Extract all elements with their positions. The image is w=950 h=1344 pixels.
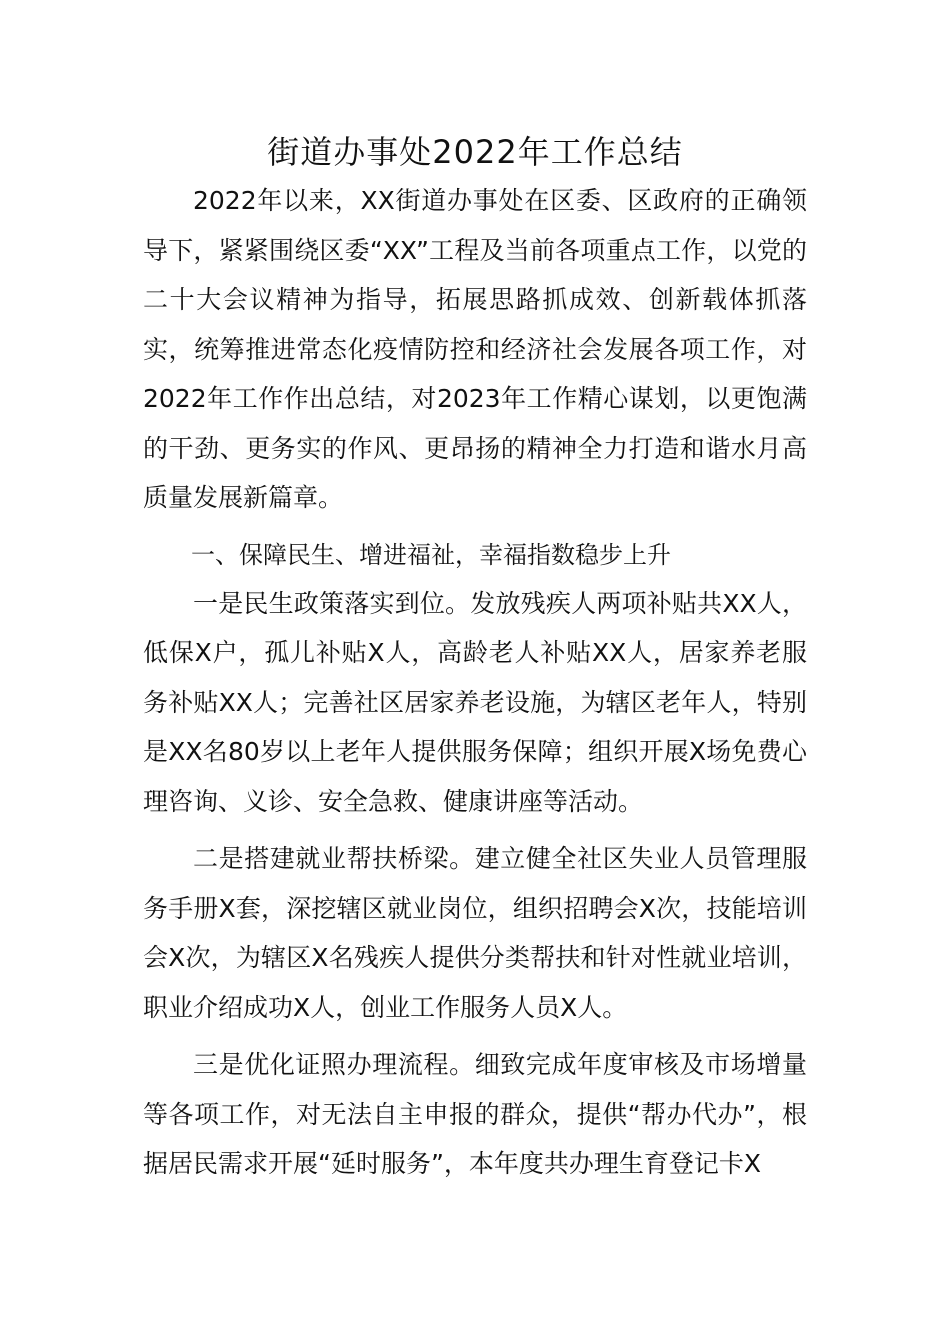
paragraph-employment-support: 二是搭建就业帮扶桥梁。建立健全社区失业人员管理服务手册X套，深挖辖区就业岗位，组织招聘会X次，技能培训会X次，为辖区X名残疾人提供分类帮扶和针对性就业培训，职业介绍成功X人，创业工作服务人员X人。 xyxy=(143,844,807,1022)
intro-paragraph: 2022年以来，XX街道办事处在区委、区政府的正确领导下，紧紧围绕区委“XX”工程及当前各项重点工作，以党的二十大会议精神为指导，拓展思路抓成效、创新载体抓落实，统筹推进常态化疫情防控和经济社会发展各项工作，对2022年工作作出总结，对2023年工作精心谋划，以更饱满的干劲、更务实的作风、更昂扬的精神全力打造和谐水月高质量发展新篇章。 xyxy=(143,186,807,512)
section-heading-1: 一、保障民生、增进福祉，幸福指数稳步上升 xyxy=(191,540,671,569)
document-title: 街道办事处2022年工作总结 xyxy=(267,133,683,171)
document-body xyxy=(143,128,807,1189)
paragraph-certificate-process: 三是优化证照办理流程。细致完成年度审核及市场增量等各项工作，对无法自主申报的群众，提供“帮办代办”，根据居民需求开展“延时服务”，本年度共办理生育登记卡X xyxy=(143,1050,807,1178)
paragraph-livelihood-policy: 一是民生政策落实到位。发放残疾人两项补贴共XX人，低保X户，孤儿补贴X人，高龄老人补贴XX人，居家养老服务补贴XX人；完善社区居家养老设施，为辖区老年人，特别是XX名80岁以上老年人提供服务保障；组织开展X场免费心理咨询、义诊、安全急救、健康讲座等活动。 xyxy=(143,588,807,816)
